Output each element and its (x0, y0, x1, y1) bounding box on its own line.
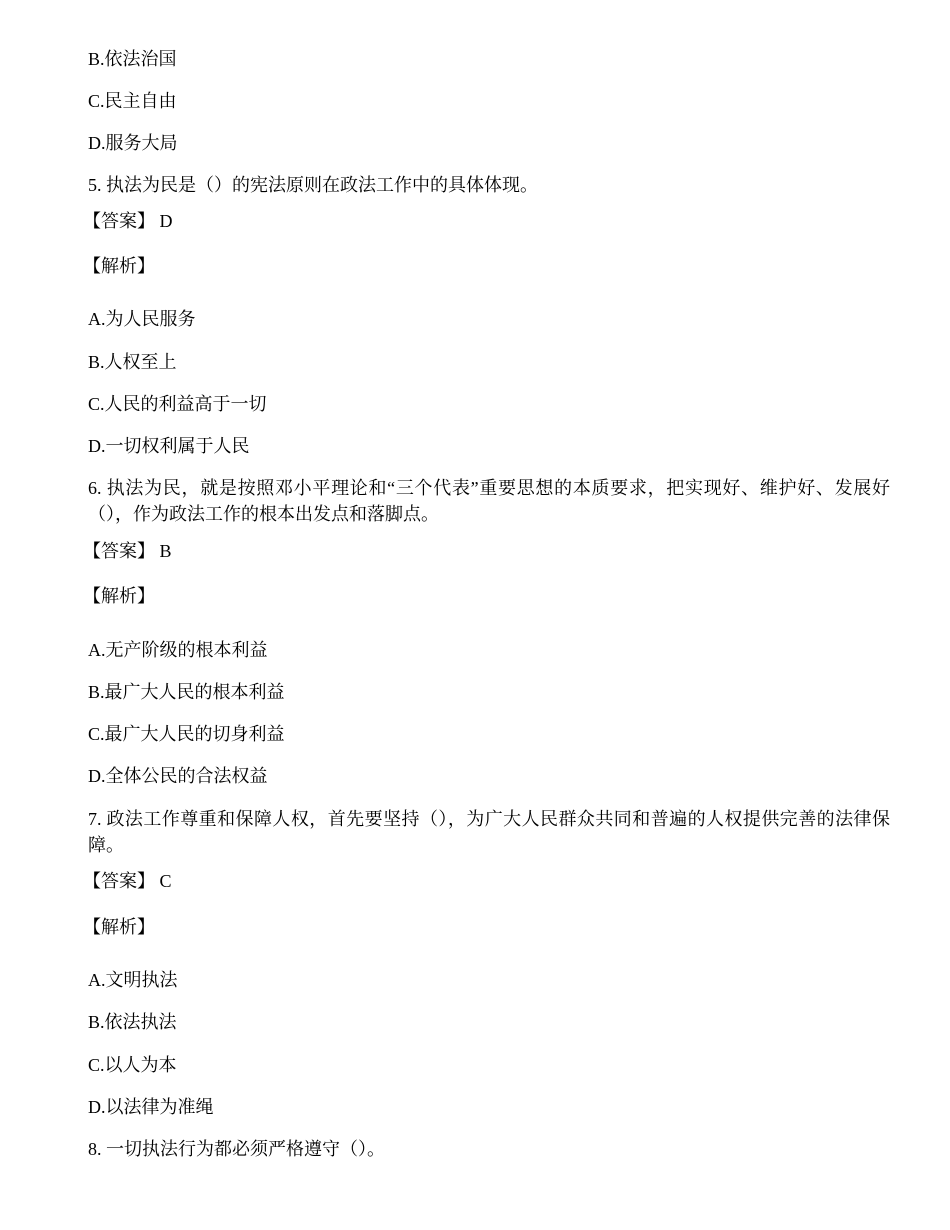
question-6: 6. 执法为民，就是按照邓小平理论和“三个代表”重要思想的本质要求，把实现好、维护好、发展好（），作为政法工作的根本出发点和落脚点。 (88, 478, 890, 524)
option-a: A.为人民服务 (88, 309, 196, 329)
option-d: D.服务大局 (88, 133, 178, 153)
option-b: B.最广大人民的根本利益 (88, 682, 285, 702)
answer-5: 【答案】 D (83, 211, 173, 231)
option-a: A.文明执法 (88, 970, 178, 990)
answer-6: 【答案】 B (83, 541, 172, 561)
option-b: B.依法执法 (88, 1012, 177, 1032)
option-d: D.一切权利属于人民 (88, 436, 250, 456)
analysis-7: 【解析】 (83, 917, 155, 937)
option-a: A.无产阶级的根本利益 (88, 640, 268, 660)
option-c: C.人民的利益高于一切 (88, 394, 267, 414)
option-c: C.以人为本 (88, 1055, 177, 1075)
analysis-5: 【解析】 (83, 256, 155, 276)
question-7: 7. 政法工作尊重和保障人权，首先要坚持（），为广大人民群众共同和普遍的人权提供完善的法律保障。 (88, 809, 890, 855)
question-5: 5. 执法为民是（）的宪法原则在政法工作中的具体体现。 (88, 175, 538, 195)
option-c: C.最广大人民的切身利益 (88, 724, 285, 744)
option-b: B.依法治国 (88, 49, 177, 69)
answer-7: 【答案】 C (83, 871, 172, 891)
question-8: 8. 一切执法行为都必须严格遵守（）。 (88, 1139, 385, 1159)
option-d: D.以法律为准绳 (88, 1097, 214, 1117)
option-d: D.全体公民的合法权益 (88, 766, 268, 786)
analysis-6: 【解析】 (83, 586, 155, 606)
option-c: C.民主自由 (88, 91, 177, 111)
option-b: B.人权至上 (88, 352, 177, 372)
